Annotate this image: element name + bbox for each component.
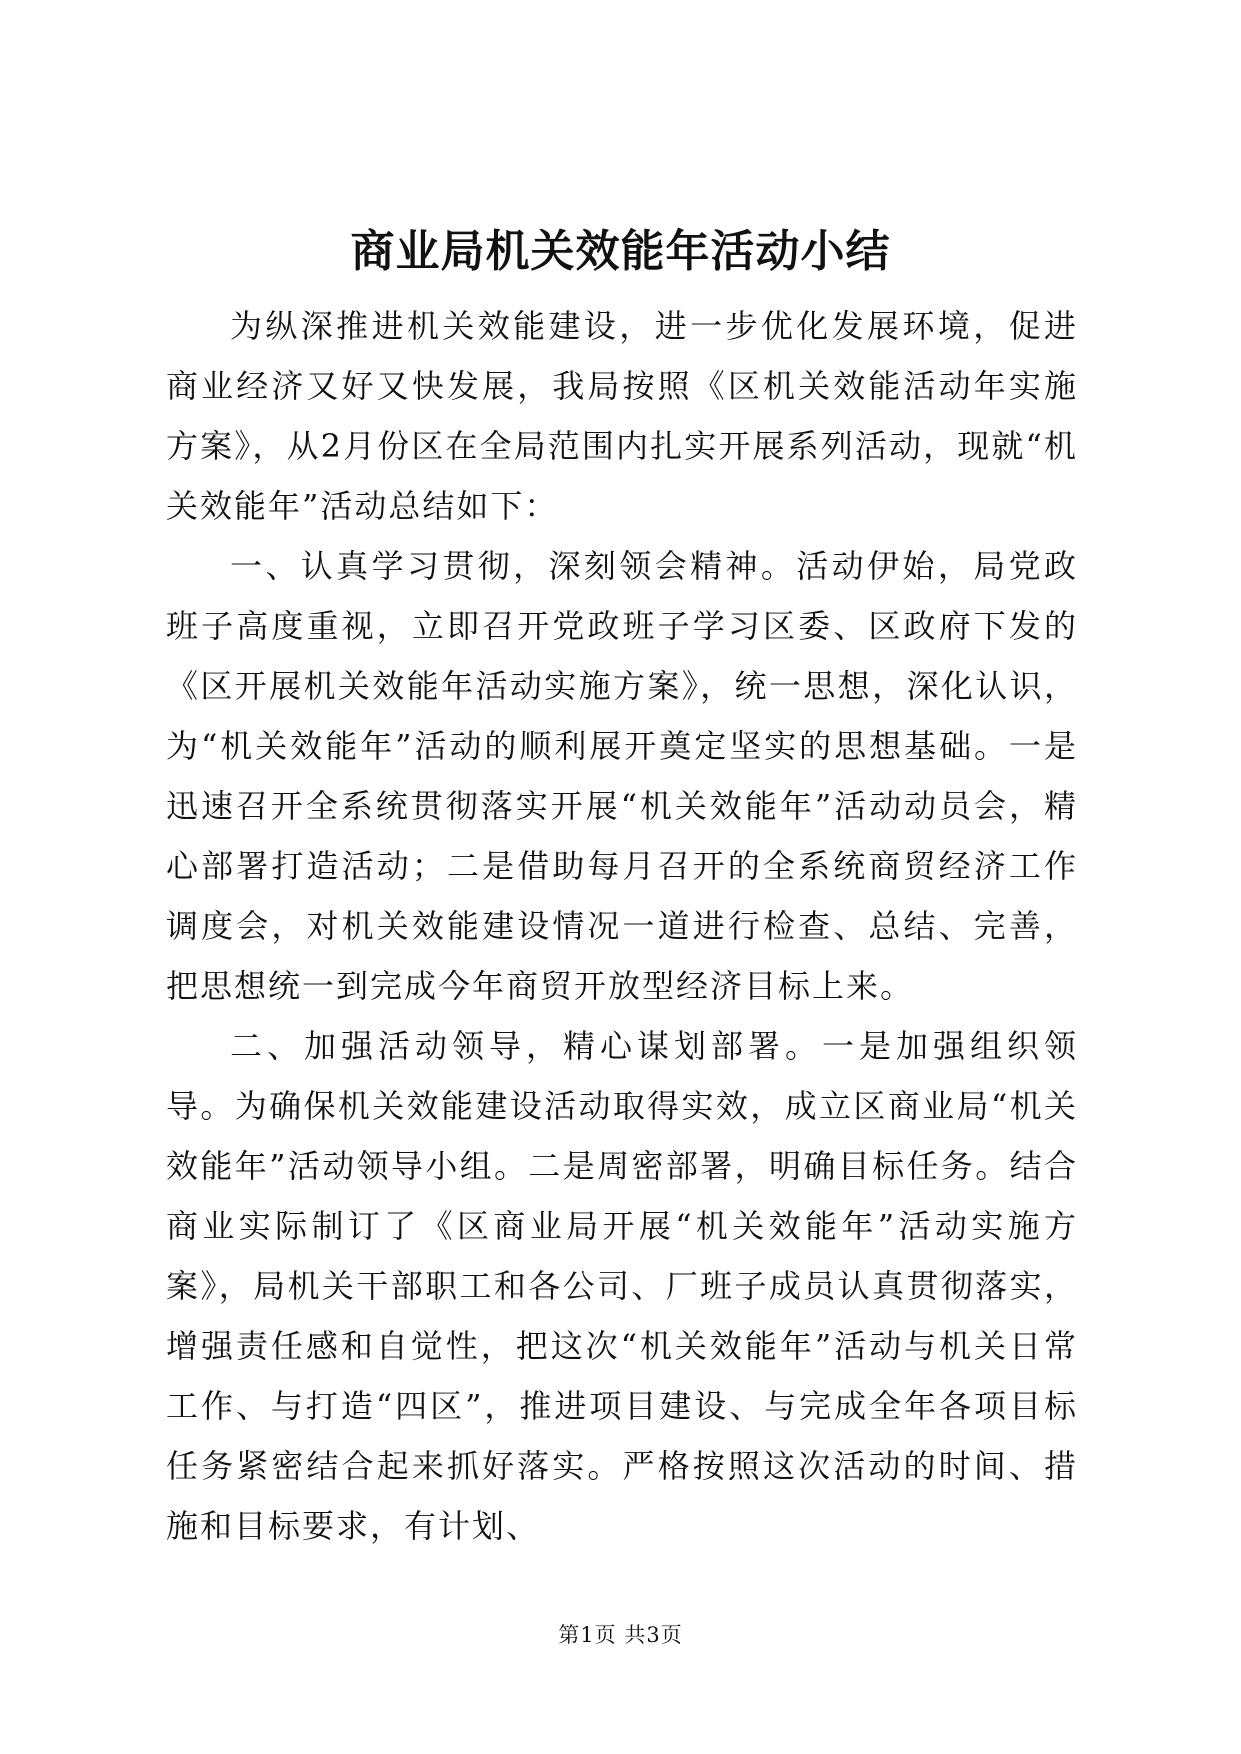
document-body: [166, 296, 1078, 1556]
paragraph-intro: 为纵深推进机关效能建设，进一步优化发展环境，促进商业经济又好又快发展，我局按照《区机关效能活动年实施方案》，从2月份区在全局范围内扎实开展系列活动，现就“机关效能年”活动总结如下：: [166, 307, 1078, 525]
paragraph-section-one: 一、认真学习贯彻，深刻领会精神。活动伊始，局党政班子高度重视，立即召开党政班子学习区委、区政府下发的《区开展机关效能年活动实施方案》，统一思想，深化认识，为“机关效能年”活动的顺利展开奠定坚实的思想基础。一是迅速召开全系统贯彻落实开展“机关效能年”活动动员会，精心部署打造活动；二是借助每月召开的全系统商贸经济工作调度会，对机关效能建设情况一道进行检查、总结、完善，把思想统一到完成今年商贸开放型经济目标上来。: [166, 547, 1078, 1005]
page-number-footer: 第1页 共3页: [558, 1623, 683, 1647]
paragraph-section-two: 二、加强活动领导，精心谋划部署。一是加强组织领导。为确保机关效能建设活动取得实效，成立区商业局“机关效能年”活动领导小组。二是周密部署，明确目标任务。结合商业实际制订了《区商业局开展“机关效能年”活动实施方案》，局机关干部职工和各公司、厂班子成员认真贯彻落实，增强责任感和自觉性，把这次“机关效能年”活动与机关日常工作、与打造“四区”，推进项目建设、与完成全年各项目标任务紧密结合起来抓好落实。严格按照这次活动的时间、措施和目标要求，有计划、: [166, 1027, 1078, 1545]
document-title: 商业局机关效能年活动小结: [350, 226, 891, 277]
